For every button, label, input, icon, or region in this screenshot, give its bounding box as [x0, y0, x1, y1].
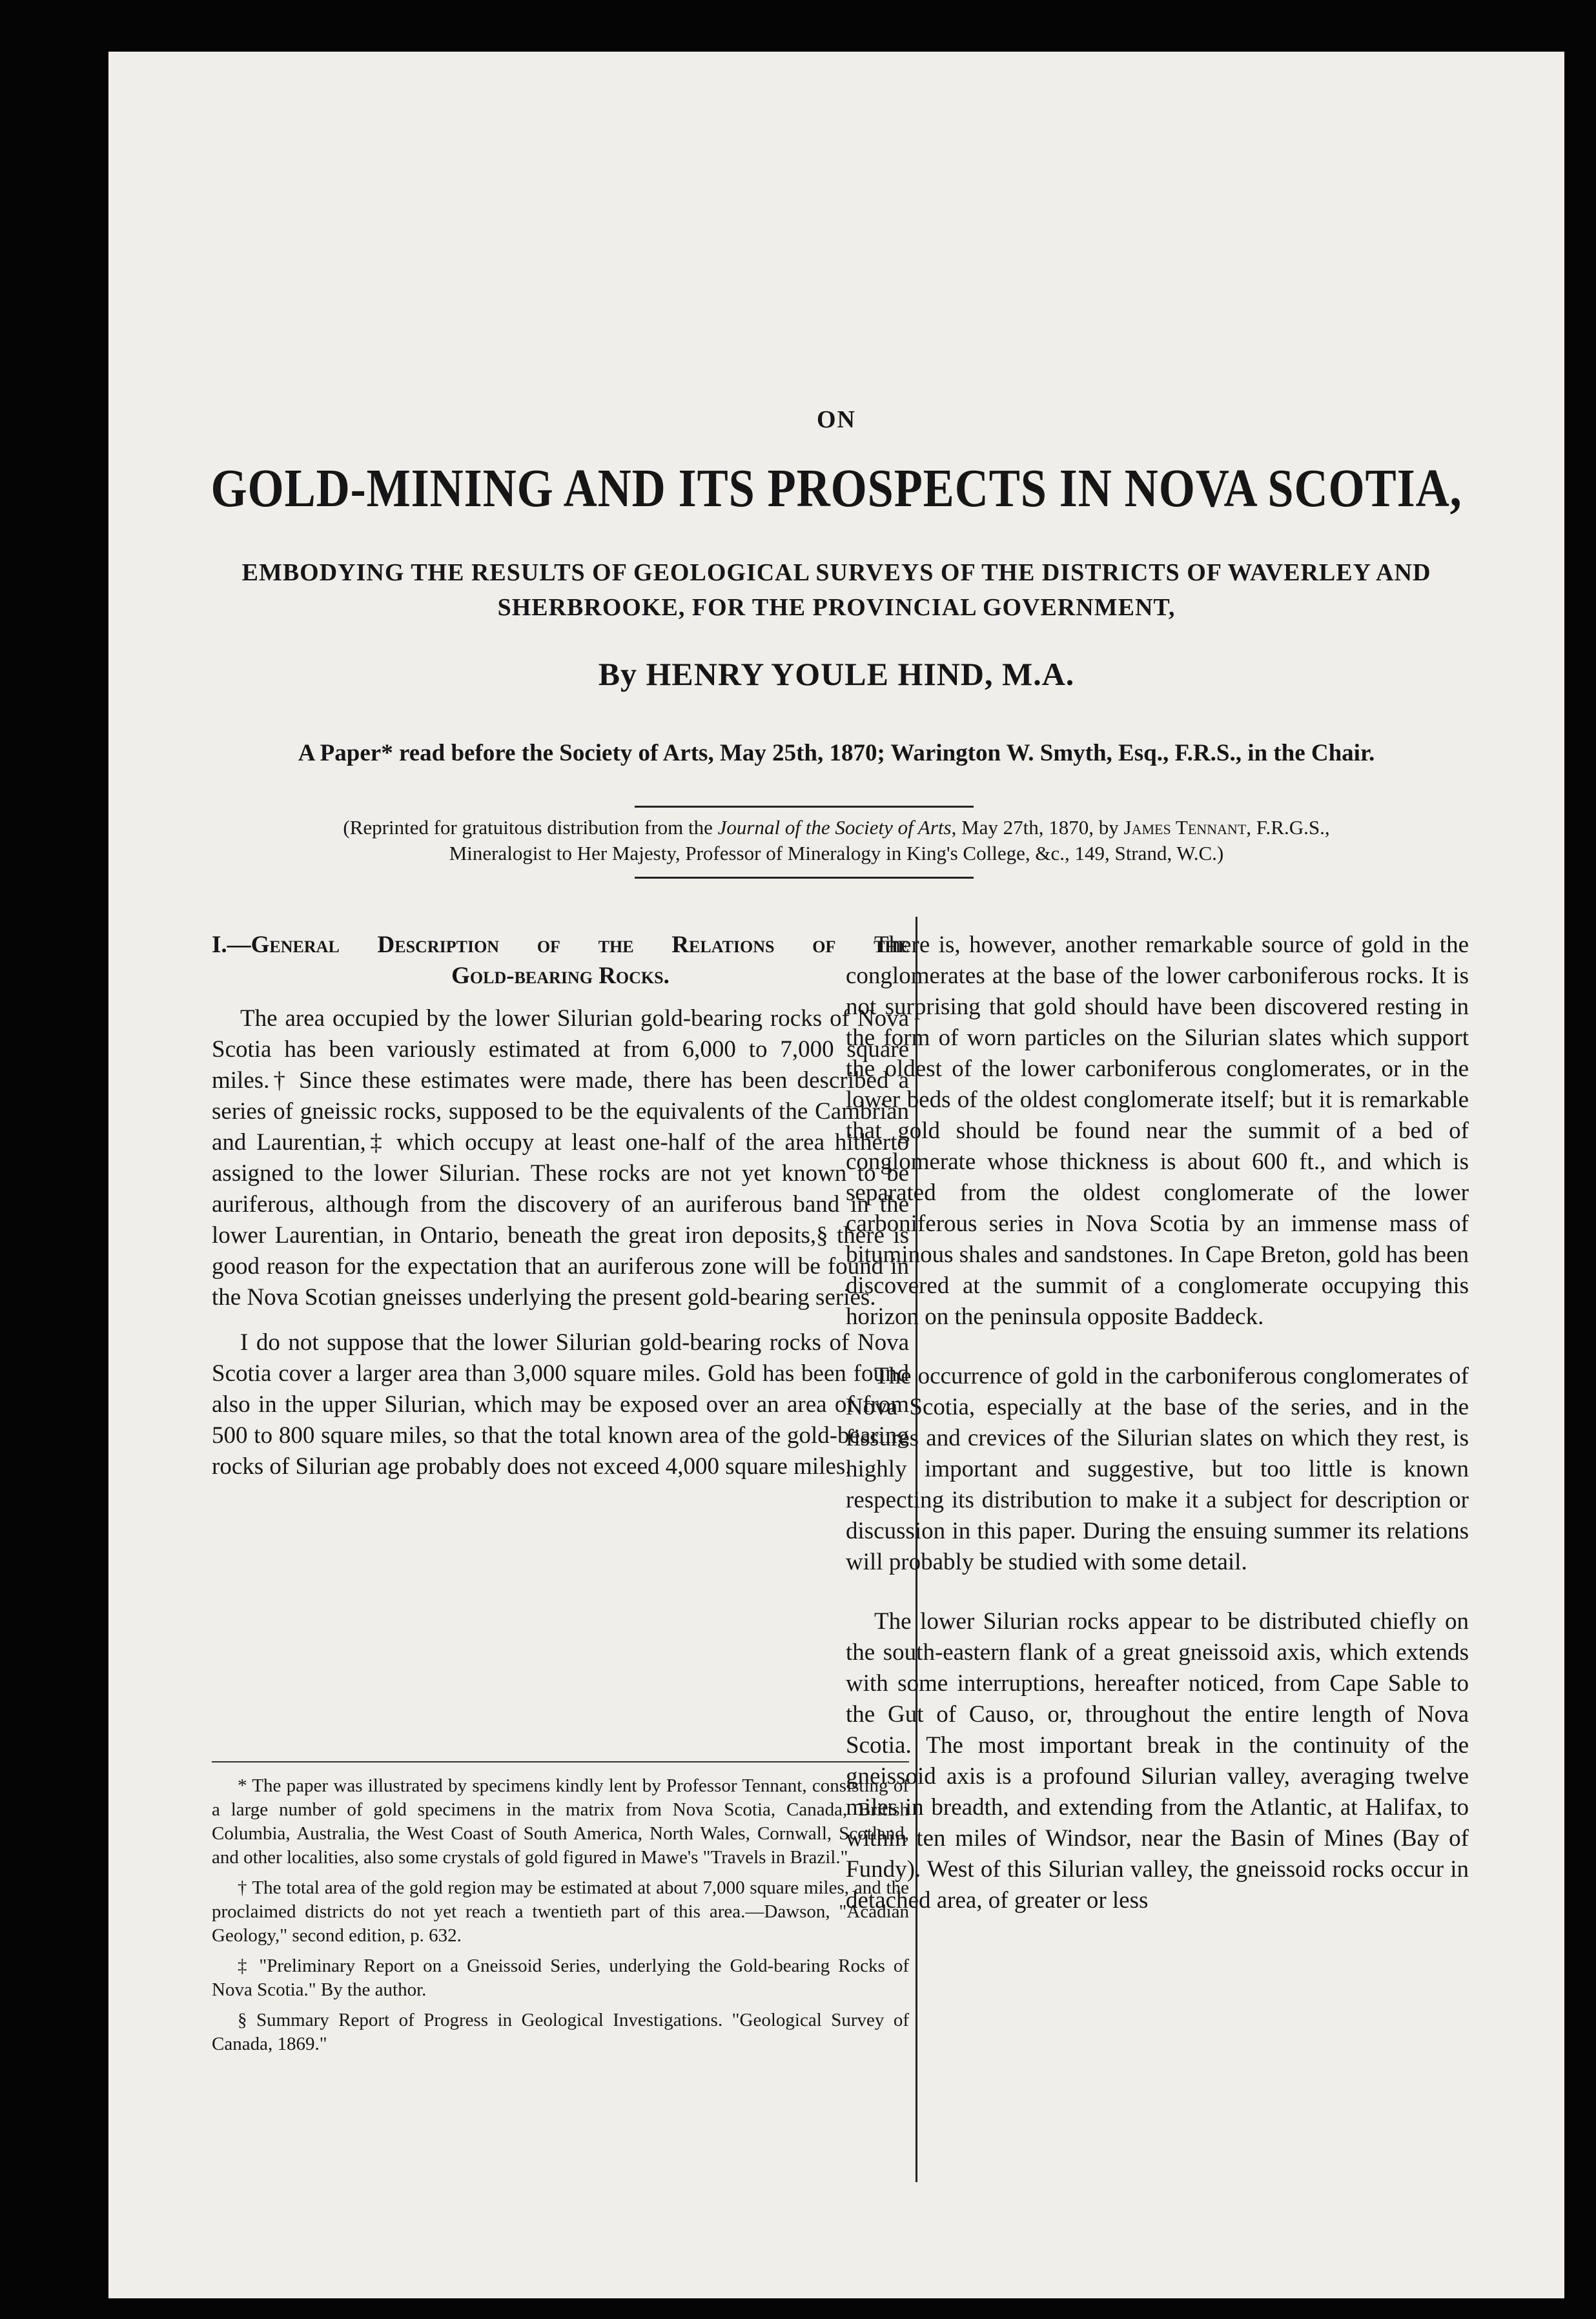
paragraph: There is, however, another remarkable source of gold in the conglomerates at the base of the lower carboniferous rocks. It is not surprising that gold should have been discovered resting in the form of worn particles on the Silurian slates which support the oldest of the lower carboniferous conglomerates, or in the lower beds of the oldest conglomerate itself; but it is remarkable that gold should be found near the summit of a bed of conglomerate whose thickness is about 600 ft., and which is separated from the oldest conglomerate of the lower carboniferous series in Nova Scotia by an immense mass of bituminous shales and sandstones. In Cape Breton, gold has been discovered at the summit of a conglomerate occupying this horizon on the peninsula opposite Baddeck. [846, 932, 1469, 1330]
section-heading [212, 930, 909, 992]
footnote-rule [212, 1761, 909, 1762]
reprint-text: (Reprinted for gratuitous distribution from the [343, 816, 718, 839]
divider-rule [635, 806, 974, 808]
divider-rule [635, 877, 974, 879]
paragraph: The occurrence of gold in the carboniferous conglomerates of Nova Scotia, especially at the base of the series, and in the fissures and crevices of the Silurian slates on which they rest, is highly important and suggestive, but too little is known respecting its distribution to make it a subject for description or discussion in this paper. During the ensuing summer its relations will probably be studied with some detail. [846, 1363, 1469, 1575]
journal-name: Journal of the Society of Arts [717, 816, 952, 839]
author-line: By HENRY YOULE HIND, M.A. [598, 656, 1075, 692]
reprint-text: , May 27th, 1870, by [951, 816, 1124, 839]
footnotes [212, 1774, 909, 2063]
footnote: § Summary Report of Progress in Geological Investigations. "Geological Survey of Canada, 1869." [212, 2010, 909, 2054]
reprint-text: Mineralogist to Her Majesty, Professor of Mineralogy in King's College, &c., 149, Strand, W.C.) [449, 842, 1224, 864]
subtitle: EMBODYING THE RESULTS OF GEOLOGICAL SURVEYS OF THE DISTRICTS OF WAVERLEY AND SHERBROOKE, FOR THE PROVINCIAL GOVERNMENT, [241, 559, 1431, 621]
section-heading-line: Gold-bearing Rocks. [451, 963, 670, 989]
section-heading-line: I.—General Description of the Relations of the [212, 932, 909, 958]
footnote: † The total area of the gold region may be estimated at about 7,000 square miles, and the proclaimed districts do not yet reach a twentieth part of this area.—Dawson, "Acadian Geology," second edition, p. 632. [212, 1877, 909, 1946]
publisher-name: James Tennant [1123, 816, 1247, 839]
paragraph: The area occupied by the lower Silurian gold-bearing rocks of Nova Scotia has been variously estimated at from 6,000 to 7,000 square miles.† Since these estimates were made, there has been described a series of gneissic rocks, supposed to be the equivalents of the Cambrian and Laurentian,‡ which occupy at least one-half of the area hitherto assigned to the lower Silurian. These rocks are not yet known to be auriferous, although from the discovery of an auriferous band in the lower Laurentian, in Ontario, beneath the great iron deposits,§ there is good reason for the expectation that an auriferous zone will be found in the Nova Scotian gneisses underlying the present gold-bearing series. [212, 1005, 909, 1311]
document-page [108, 52, 1564, 2298]
left-column [212, 930, 909, 1497]
footnote: * The paper was illustrated by specimens kindly lent by Professor Tennant, consisting of a large number of gold specimens in the matrix from Nova Scotia, Canada, British Columbia, Australia, the West Coast of South America, North Wales, Cornwall, Scotland, and other localities, also some crystals of gold figured in Mawe's "Travels in Brazil." [212, 1775, 909, 1868]
paragraph: I do not suppose that the lower Silurian gold-bearing rocks of Nova Scotia cover a larger area than 3,000 square miles. Gold has been found also in the upper Silurian, which may be exposed over an area of from 500 to 800 square miles, so that the total known area of the gold-bearing rocks of Silurian age probably does not exceed 4,000 square miles. [212, 1329, 909, 1480]
page-title: GOLD-MINING AND ITS PROSPECTS IN NOVA SCOTIA, [210, 458, 1462, 518]
footnote: ‡ "Preliminary Report on a Gneissoid Series, underlying the Gold-bearing Rocks of Nova Scotia." By the author. [212, 1956, 909, 2000]
right-column [846, 930, 1469, 1945]
paper-info: A Paper* read before the Society of Arts, May 25th, 1870; Warington W. Smyth, Esq., F.R.S., in the Chair. [298, 740, 1375, 766]
reprint-text: , F.R.G.S., [1246, 816, 1330, 839]
reprint-note [147, 815, 1526, 866]
paragraph: The lower Silurian rocks appear to be distributed chiefly on the south-eastern flank of a great gneissoid axis, which extends with some interruptions, hereafter noticed, from Cape Sable to the Gut of Causo, or, throughout the entire length of Nova Scotia. The most important break in the continuity of the gneissoid axis is a profound Silurian valley, averaging twelve miles in breadth, and extending from the Atlantic, at Halifax, to within ten miles of Windsor, near the Basin of Mines (Bay of Fundy). West of this Silurian valley, the gneissoid rocks occur in detached area, of greater or less [846, 1608, 1469, 1914]
title-prefix: ON [817, 406, 856, 433]
